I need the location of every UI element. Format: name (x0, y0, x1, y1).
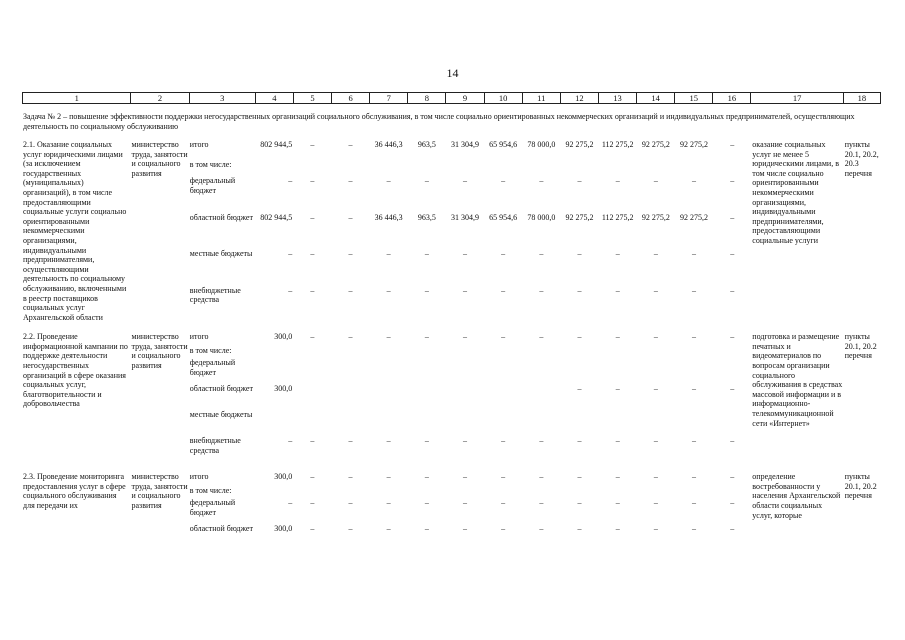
value-cell (408, 486, 446, 498)
value-cell: – (424, 285, 429, 295)
value-cell: – (463, 498, 467, 508)
value-cell (370, 486, 408, 498)
value-cell: 65 954,6 (489, 212, 518, 222)
value-cell: 92 275,2 (565, 140, 594, 149)
value-cell: – (348, 472, 353, 482)
value-cell (675, 160, 713, 177)
value-cell (522, 410, 560, 436)
value-cell: – (615, 524, 620, 534)
value-cell (331, 358, 369, 384)
value-cell: – (424, 332, 429, 342)
value-cell: – (653, 285, 658, 295)
value-cell: – (692, 332, 697, 342)
value-cell: – (424, 176, 429, 186)
value-cell: – (386, 285, 391, 295)
value-cell: – (348, 140, 353, 149)
value-cell: 963,5 (417, 140, 436, 149)
value-cell: – (653, 176, 658, 186)
value-cell: – (386, 472, 391, 482)
value-cell: – (424, 472, 429, 482)
measure-name: 2.3. Проведение мониторинга предоставления услуг в сфере социального обслуживания для передачи их (23, 472, 126, 511)
funding-source: областной бюджет (189, 212, 253, 222)
value-cell: – (386, 249, 391, 259)
value-cell: – (501, 524, 506, 534)
value-cell (675, 358, 713, 384)
value-cell: 92 275,2 (641, 212, 670, 222)
value-cell: – (310, 332, 315, 342)
value-cell: – (692, 524, 697, 534)
value-cell: – (692, 249, 697, 259)
value-cell: 31 304,9 (451, 140, 479, 149)
value-cell (331, 346, 369, 358)
value-cell: – (424, 436, 429, 446)
value-cell (713, 358, 751, 384)
value-cell (370, 358, 408, 384)
funding-source: внебюджетные средства (189, 436, 241, 455)
value-cell (560, 358, 598, 384)
value-cell: – (463, 176, 467, 186)
value-cell (484, 346, 522, 358)
value-cell: 963,5 (417, 212, 436, 222)
value-cell: 112 275,2 (601, 140, 634, 149)
task-heading: Задача № 2 – повышение эффективности поддержки негосударственных организаций социального обслуживания, в том числе социально ориентированных некоммерческих организаций и индивидуальных предпринимателей, осуществляющих деятельность по социальному обслуживанию (23, 112, 855, 131)
value-cell: – (348, 285, 353, 295)
value-cell: – (730, 384, 735, 394)
page-number: 14 (446, 66, 459, 80)
column-number-row (22, 92, 881, 104)
value-cell (255, 410, 293, 436)
value-cell (599, 346, 637, 358)
value-cell: – (463, 332, 467, 342)
value-cell: – (653, 524, 658, 534)
table-row (22, 472, 881, 486)
expected-result: подготовка и размещение печатных и видеоматериалов по вопросам организации социального обслуживания в средствах массовой информации и в информационно-телекоммуникационной сети «Интернет» (752, 332, 843, 428)
value-cell (637, 486, 675, 498)
column-number: 4 (255, 93, 293, 104)
value-cell: – (463, 285, 467, 295)
value-cell: – (730, 176, 735, 186)
value-cell: – (577, 498, 582, 508)
value-cell: – (539, 176, 544, 186)
value-cell: – (386, 176, 391, 186)
column-number: 10 (484, 93, 522, 104)
value-cell: – (348, 332, 353, 342)
value-cell: – (730, 332, 735, 342)
value-cell: – (730, 524, 735, 534)
column-number: 5 (293, 93, 331, 104)
value-cell: – (310, 176, 315, 186)
value-cell (446, 358, 484, 384)
funding-source: местные бюджеты (189, 249, 253, 259)
funding-source: областной бюджет (189, 524, 253, 534)
value-cell (522, 160, 560, 177)
value-cell (408, 346, 446, 358)
value-cell (446, 346, 484, 358)
column-number: 15 (675, 93, 713, 104)
value-cell (484, 384, 522, 410)
value-cell (293, 346, 331, 358)
funding-source: федеральный бюджет (189, 358, 236, 377)
value-cell (522, 486, 560, 498)
value-cell: – (288, 285, 293, 295)
value-cell: – (653, 472, 658, 482)
value-cell: – (577, 285, 582, 295)
value-cell: – (310, 472, 315, 482)
value-cell: 300,0 (274, 472, 293, 482)
value-cell: – (424, 498, 429, 508)
value-cell: 92 275,2 (680, 212, 709, 222)
value-cell: – (310, 524, 315, 534)
value-cell (599, 410, 637, 436)
funding-source: итого (189, 140, 209, 149)
value-cell (446, 160, 484, 177)
value-cell: – (539, 332, 544, 342)
value-cell: – (730, 249, 735, 259)
value-cell: – (348, 498, 353, 508)
executor-cell: министерство труда, занятости и социального развития (131, 140, 188, 178)
measure-name: 2.2. Проведение информационной кампании по поддержке деятельности негосударственных организаций в сфере оказания социальных услуг, благотворительности и добровольчества (23, 332, 128, 409)
column-number: 17 (751, 93, 843, 104)
column-number: 12 (560, 93, 598, 104)
value-cell: – (692, 472, 697, 482)
value-cell (446, 384, 484, 410)
value-cell: – (501, 285, 506, 295)
program-table (22, 140, 881, 550)
value-cell (255, 486, 293, 498)
value-cell (484, 160, 522, 177)
value-cell: – (692, 176, 697, 186)
funding-source: в том числе: (189, 159, 232, 169)
value-cell: 36 446,3 (374, 140, 403, 149)
value-cell: – (653, 436, 658, 446)
value-cell: – (424, 249, 429, 259)
measure-name: 2.1. Оказание социальных услуг юридическими лицами (за исключением государственных (муниципальных) организаций), в том числе предоставляющими социальные услуги социально ориентированными некоммерческими организациями, индивидуальными предпринимателями, осуществляющими деятельность по социальному обслуживанию, включенными в реестр поставщиков социальных услуг Архангельской области (23, 140, 127, 322)
value-cell: – (288, 249, 293, 259)
funding-source: федеральный бюджет (189, 498, 236, 517)
value-cell: – (577, 249, 582, 259)
column-number: 1 (23, 93, 131, 104)
value-cell: – (730, 140, 735, 149)
value-cell (560, 160, 598, 177)
value-cell: – (653, 332, 658, 342)
value-cell: – (730, 285, 735, 295)
value-cell: – (348, 249, 353, 259)
column-number: 16 (713, 93, 751, 104)
value-cell: 300,0 (274, 332, 293, 342)
column-number: 8 (408, 93, 446, 104)
value-cell: – (310, 212, 315, 222)
value-cell: – (463, 524, 467, 534)
value-cell (675, 346, 713, 358)
section-spacer (22, 462, 881, 472)
section-spacer (22, 322, 881, 332)
value-cell: – (501, 436, 506, 446)
value-cell (637, 410, 675, 436)
value-cell: 802 944,5 (260, 140, 293, 149)
value-cell: – (386, 436, 391, 446)
value-cell: – (288, 176, 293, 186)
value-cell: – (692, 285, 697, 295)
value-cell: 65 954,6 (489, 140, 518, 149)
value-cell: – (288, 436, 293, 446)
column-number: 13 (598, 93, 636, 104)
value-cell: – (615, 436, 620, 446)
value-cell: – (539, 524, 544, 534)
column-number: 7 (370, 93, 408, 104)
value-cell (331, 384, 369, 410)
value-cell: – (577, 472, 582, 482)
column-number: 11 (522, 93, 560, 104)
value-cell (370, 346, 408, 358)
value-cell: – (501, 176, 506, 186)
value-cell (331, 410, 369, 436)
table-row (22, 332, 881, 346)
value-cell (522, 358, 560, 384)
value-cell: – (539, 472, 544, 482)
column-number: 3 (189, 93, 255, 104)
value-cell: – (539, 436, 544, 446)
value-cell: – (348, 436, 353, 446)
value-cell (713, 160, 751, 177)
value-cell (446, 486, 484, 498)
value-cell: 31 304,9 (451, 212, 479, 222)
value-cell (408, 410, 446, 436)
value-cell: – (577, 436, 582, 446)
value-cell: – (463, 249, 467, 259)
funding-source: областной бюджет (189, 384, 253, 394)
value-cell (370, 160, 408, 177)
value-cell: – (424, 524, 429, 534)
value-cell: – (310, 436, 315, 446)
value-cell (446, 410, 484, 436)
value-cell: – (692, 436, 697, 446)
value-cell (637, 346, 675, 358)
value-cell (599, 160, 637, 177)
value-cell (484, 358, 522, 384)
expected-result: оказание социальных услуг не менее 5 юридическими лицами, в том числе социально ориентированными некоммерческими организациями, индивидуальными предпринимателями, предоставляющими социальные услуги (752, 140, 839, 245)
value-cell: – (730, 212, 735, 222)
value-cell (370, 384, 408, 410)
value-cell: – (288, 498, 293, 508)
value-cell: – (501, 249, 506, 259)
value-cell (599, 486, 637, 498)
value-cell: – (348, 212, 353, 222)
value-cell (255, 346, 293, 358)
value-cell: – (615, 472, 620, 482)
value-cell (293, 384, 331, 410)
value-cell: – (501, 498, 506, 508)
value-cell (484, 410, 522, 436)
value-cell: – (615, 384, 620, 394)
value-cell (331, 160, 369, 177)
value-cell (408, 384, 446, 410)
value-cell: – (730, 498, 735, 508)
column-number: 18 (843, 93, 880, 104)
value-cell: – (615, 332, 620, 342)
value-cell: – (386, 332, 391, 342)
value-cell (675, 410, 713, 436)
executor-cell: министерство труда, занятости и социального развития (131, 472, 188, 511)
value-cell (484, 486, 522, 498)
funding-source: итого (189, 472, 209, 482)
value-cell: – (310, 249, 315, 259)
value-cell: – (615, 285, 620, 295)
executor-cell: министерство труда, занятости и социального развития (131, 332, 188, 371)
value-cell (293, 358, 331, 384)
value-cell: – (692, 498, 697, 508)
value-cell: – (653, 249, 658, 259)
value-cell: – (577, 524, 582, 534)
value-cell: 92 275,2 (641, 140, 670, 149)
reference-points: пункты 20.1, 20.2 перечня (844, 472, 877, 501)
expected-result: определение востребованности у населения Архангельской области социальных услуг, которые (752, 472, 841, 520)
value-cell (293, 486, 331, 498)
value-cell (255, 160, 293, 177)
value-cell: – (348, 524, 353, 534)
value-cell: – (310, 140, 315, 149)
value-cell: 78 000,0 (527, 140, 556, 149)
value-cell (675, 486, 713, 498)
column-number: 9 (446, 93, 484, 104)
value-cell (637, 358, 675, 384)
value-cell: – (653, 498, 658, 508)
funding-source: федеральный бюджет (189, 176, 236, 196)
value-cell (293, 410, 331, 436)
value-cell: 92 275,2 (565, 212, 594, 222)
value-cell (522, 384, 560, 410)
reference-points: пункты 20.1, 20.2, 20.3 перечня (844, 140, 879, 178)
value-cell: – (615, 498, 620, 508)
value-cell (637, 160, 675, 177)
value-cell (370, 410, 408, 436)
funding-source: итого (189, 332, 209, 342)
value-cell: – (310, 498, 315, 508)
value-cell: 802 944,5 (260, 212, 293, 222)
value-cell: – (463, 472, 467, 482)
value-cell: 300,0 (274, 384, 293, 394)
value-cell: – (615, 249, 620, 259)
value-cell (560, 410, 598, 436)
column-number: 2 (131, 93, 189, 104)
value-cell: – (386, 524, 391, 534)
value-cell: – (539, 498, 544, 508)
value-cell: – (348, 176, 353, 186)
reference-points: пункты 20.1, 20.2 перечня (844, 332, 877, 361)
value-cell: – (730, 436, 735, 446)
value-cell (713, 486, 751, 498)
value-cell: – (539, 249, 544, 259)
funding-source: в том числе: (189, 486, 232, 496)
funding-source: в том числе: (189, 346, 232, 356)
value-cell (331, 486, 369, 498)
value-cell: 300,0 (274, 524, 293, 534)
table-row (22, 140, 881, 160)
value-cell (713, 410, 751, 436)
funding-source: внебюджетные средства (189, 285, 241, 305)
value-cell: – (692, 384, 697, 394)
value-cell: 112 275,2 (601, 212, 634, 222)
value-cell: – (463, 436, 467, 446)
value-cell: – (577, 176, 582, 186)
column-number: 6 (332, 93, 370, 104)
value-cell: – (539, 285, 544, 295)
value-cell (408, 160, 446, 177)
value-cell: – (730, 472, 735, 482)
value-cell: – (577, 384, 582, 394)
value-cell (522, 346, 560, 358)
value-cell: 92 275,2 (680, 140, 709, 149)
value-cell (408, 358, 446, 384)
value-cell: – (615, 176, 620, 186)
value-cell: – (501, 332, 506, 342)
value-cell (560, 486, 598, 498)
funding-source: местные бюджеты (189, 410, 253, 420)
value-cell (255, 358, 293, 384)
value-cell: – (577, 332, 582, 342)
value-cell: – (310, 285, 315, 295)
value-cell: – (653, 384, 658, 394)
value-cell: 78 000,0 (527, 212, 556, 222)
value-cell: – (386, 498, 391, 508)
value-cell (293, 160, 331, 177)
value-cell: – (501, 472, 506, 482)
value-cell: 36 446,3 (374, 212, 403, 222)
column-number: 14 (637, 93, 675, 104)
value-cell (599, 358, 637, 384)
value-cell (713, 346, 751, 358)
value-cell (560, 346, 598, 358)
